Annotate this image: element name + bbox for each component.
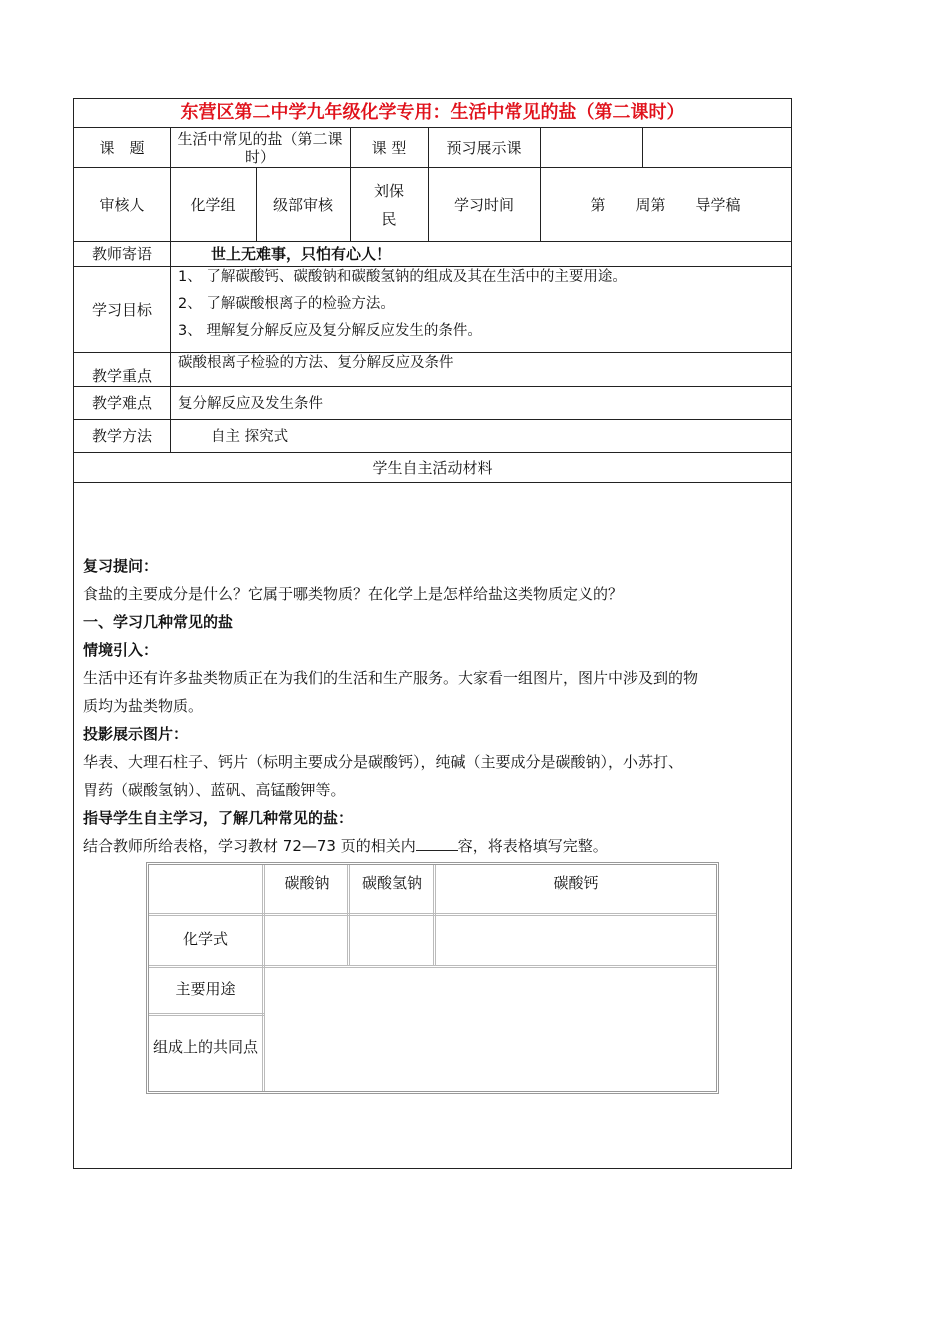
guide-heading: 指导学生自主学习，了解几种常见的盐： bbox=[83, 809, 354, 827]
col-calcium-carbonate: 碳酸钙 bbox=[553, 874, 599, 892]
study-time-label: 学习时间 bbox=[453, 195, 514, 214]
row-common-composition: 组成上的共同点 bbox=[152, 1038, 258, 1056]
row-chemical-formula: 化学式 bbox=[182, 930, 228, 948]
difficulties: 复分解反应及发生条件 bbox=[178, 396, 323, 412]
study-time-value: 第 周第 导学稿 bbox=[590, 195, 741, 214]
projection-heading: 投影展示图片： bbox=[83, 725, 189, 743]
projection-line-2: 胃药（碳酸氢钠）、蓝矾、高锰酸钾等。 bbox=[83, 781, 346, 799]
projection-line-1: 华表、大理石柱子、钙片（标明主要成分是碳酸钙），纯碱（主要成分是碳酸钠），小苏打、 bbox=[83, 753, 684, 771]
materials-heading: 学生自主活动材料 bbox=[372, 458, 493, 477]
key-points-label: 教学重点 bbox=[91, 366, 152, 385]
grade-review-label: 级部审核 bbox=[272, 195, 333, 214]
fill-blank[interactable] bbox=[416, 836, 458, 851]
objectives-label: 学习目标 bbox=[91, 300, 152, 319]
method-label: 教学方法 bbox=[91, 427, 152, 445]
guide-text-after: 容，将表格填写完整。 bbox=[457, 837, 608, 855]
reviewer-value: 化学组 bbox=[190, 195, 236, 214]
intro-line-1: 生活中还有许多盐类物质正在为我们的生活和生产服务。大家看一组图片，图片中涉及到的物 bbox=[83, 669, 699, 687]
teacher-message-label: 教师寄语 bbox=[91, 245, 152, 263]
guide-text bbox=[83, 832, 783, 860]
topic-label: 课 题 bbox=[99, 138, 145, 157]
type-value: 预习展示课 bbox=[446, 138, 522, 157]
review-heading: 复习提问： bbox=[83, 557, 159, 575]
row-main-uses: 主要用途 bbox=[175, 980, 236, 998]
review-question: 食盐的主要成分是什么？它属于哪类物质？在化学上是怎样给盐这类物质定义的？ bbox=[83, 585, 624, 603]
grade-review-value: 刘保民 bbox=[373, 181, 404, 228]
objective-1: 1、 了解碳酸钙、碳酸钠和碳酸氢钠的组成及其在生活中的主要用途。 bbox=[178, 269, 627, 285]
section1-heading: 一、学习几种常见的盐 bbox=[83, 613, 234, 631]
topic-value: 生活中常见的盐（第二课时） bbox=[177, 129, 343, 166]
key-points: 碳酸根离子检验的方法、复分解反应及条件 bbox=[178, 355, 454, 371]
reviewer-label: 审核人 bbox=[99, 195, 145, 214]
teacher-message: 世上无难事，只怕有心人！ bbox=[211, 245, 392, 263]
objective-3: 3、 理解复分解反应及复分解反应发生的条件。 bbox=[178, 323, 482, 339]
intro-line-2: 质均为盐类物质。 bbox=[83, 697, 204, 715]
col-sodium-bicarbonate: 碳酸氢钠 bbox=[361, 874, 422, 892]
salt-table bbox=[146, 862, 719, 1094]
activity-content bbox=[83, 552, 783, 860]
intro-heading: 情境引入： bbox=[83, 641, 159, 659]
guide-text-before: 结合教师所给表格，学习教材 72—73 页的相关内 bbox=[83, 837, 416, 855]
method: 自主 探究式 bbox=[211, 429, 289, 445]
objective-2: 2、 了解碳酸根离子的检验方法。 bbox=[178, 296, 395, 312]
col-sodium-carbonate: 碳酸钠 bbox=[284, 874, 330, 892]
type-label: 课 型 bbox=[371, 138, 407, 157]
difficulties-label: 教学难点 bbox=[91, 394, 152, 412]
page-title: 东营区第二中学九年级化学专用：生活中常见的盐（第二课时） bbox=[74, 99, 791, 128]
